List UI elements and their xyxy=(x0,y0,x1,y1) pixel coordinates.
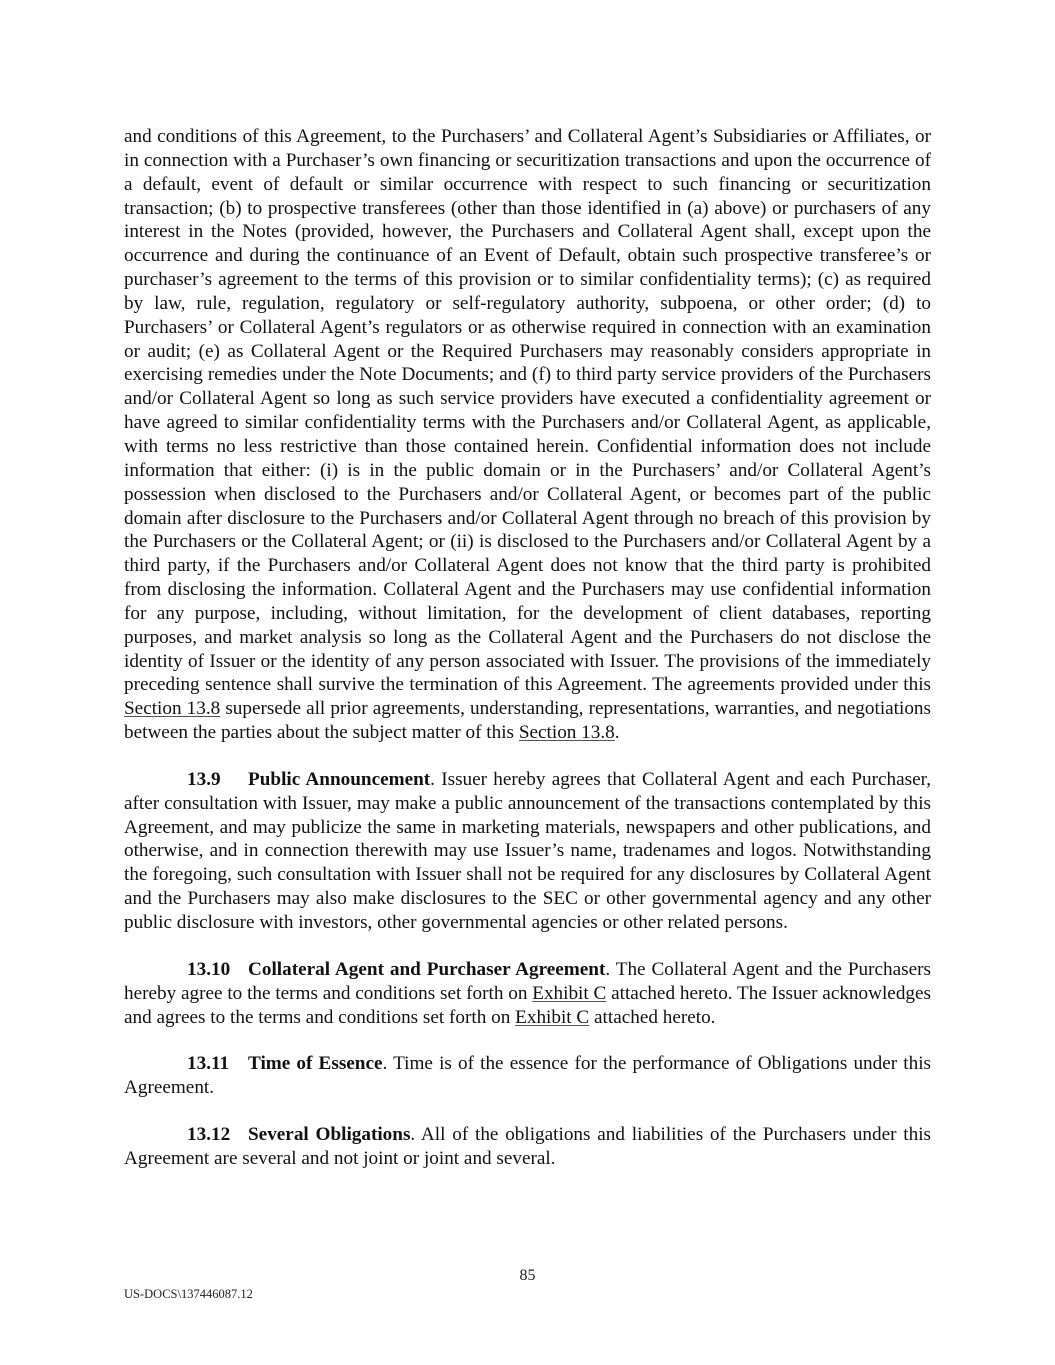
page-number: 85 xyxy=(519,1267,536,1284)
section-number: 13.9 xyxy=(187,768,221,790)
section-13-8-continuation xyxy=(124,125,931,745)
exhibit-c-reference[interactable]: Exhibit C xyxy=(515,1006,590,1028)
section-13-9 xyxy=(124,768,931,935)
section-number: 13.12 xyxy=(187,1124,231,1146)
section-body: . The Collateral Agent and the Purchasers hereby agree to the terms and conditions set forth on xyxy=(124,958,931,1004)
section-body: . All of the obligations and liabilities of the Purchasers under this Agreement are several and not joint or joint and several. xyxy=(124,1124,931,1169)
section-body: attached hereto. The Issuer acknowledges and agrees to the terms and conditions set forth on xyxy=(124,982,931,1028)
continuation-text: supersede all prior agreements, understanding, representations, warranties, and negotiations between the parties about the subject matter of this xyxy=(124,698,931,744)
section-title: Time of Essence xyxy=(248,1053,383,1075)
section-title: Public Announcement xyxy=(248,768,431,790)
section-13-12 xyxy=(124,1123,931,1171)
section-13-8-reference[interactable]: Section 13.8 xyxy=(124,698,221,720)
document-page xyxy=(124,125,931,1194)
continuation-text: . xyxy=(614,722,620,744)
exhibit-c-reference[interactable]: Exhibit C xyxy=(532,982,607,1004)
section-13-11 xyxy=(124,1052,931,1100)
section-title: Collateral Agent and Purchaser Agreement xyxy=(248,958,606,980)
section-body: . Time is of the essence for the performance of Obligations under this Agreement. xyxy=(124,1053,931,1099)
section-13-8-reference[interactable]: Section 13.8 xyxy=(518,722,615,744)
section-title: Several Obligations xyxy=(248,1124,411,1146)
section-body: . Issuer hereby agrees that Collateral Agent and each Purchaser, after consultation with Issuer, may make a public announcement of the transactions contemplated by this Agreement, and may publicize the same in marketing materials, newspapers and other publications, and otherwise, and in connection therewith may use Issuer’s name, tradenames and logos. Notwithstanding the foregoing, such consultation with Issuer shall not be required for any disclosures by Collateral Agent and the Purchasers may also make disclosures to the SEC or other governmental agency and any other public disclosure with investors, other governmental agencies or other related persons. xyxy=(124,768,932,933)
document-id: US-DOCS\137446087.12 xyxy=(124,1287,253,1301)
section-body: attached hereto. xyxy=(589,1006,716,1028)
section-13-10 xyxy=(124,958,931,1030)
continuation-text: and conditions of this Agreement, to the Purchasers’ and Collateral Agent’s Subsidiaries or Affiliates, or in connection with a Purchaser’s own financing or securitization transactions and upon the occurrence of a default, event of default or similar occurrence with respect to such financing or securitization transaction; (b) to prospective transferees (other than those identified in (a) above) or purchasers of any interest in the Notes (provided, however, the Purchasers and Collateral Agent shall, except upon the occurrence and during the continuance of an Event of Default, obtain such prospective transferee’s or purchaser’s agreement to the terms of this provision or to similar confidentiality terms); (c) as required by law, rule, regulation, regulatory or self-regulatory authority, subpoena, or other order; (d) to Purchasers’ or Collateral Agent’s regulators or as otherwise required in connection with an examination or audit; (e) as Collateral Agent or the Required Purchasers may reasonably considers appropriate in exercising remedies under the Note Documents; and (f) to third party service providers of the Purchasers and/or Collateral Agent so long as such service providers have executed a confidentiality agreement or have agreed to similar confidentiality terms with the Purchasers and/or Collateral Agent, as applicable, with terms no less restrictive than those contained herein. Confidential information does not include information that either: (i) is in the public domain or in the Purchasers’ and/or Collateral Agent’s possession when disclosed to the Purchasers and/or Collateral Agent, or becomes part of the public domain after disclosure to the Purchasers and/or Collateral Agent through no breach of this provision by the Purchasers or the Collateral Agent; or (ii) is disclosed to the Purchasers and/or Collateral Agent by a third party, if the Purchasers and/or Collateral Agent does not know that the third party is prohibited from disclosing the information. Collateral Agent and the Purchasers may use confidential information for any purpose, including, without limitation, for the development of client databases, reporting purposes, and market analysis so long as the Collateral Agent and the Purchasers do not disclose the identity of Issuer or the identity of any person associated with Issuer. The provisions of the immediately preceding sentence shall survive the termination of this Agreement. The agreements provided under this xyxy=(124,126,931,696)
section-number: 13.10 xyxy=(187,958,231,980)
section-number: 13.11 xyxy=(187,1053,230,1075)
